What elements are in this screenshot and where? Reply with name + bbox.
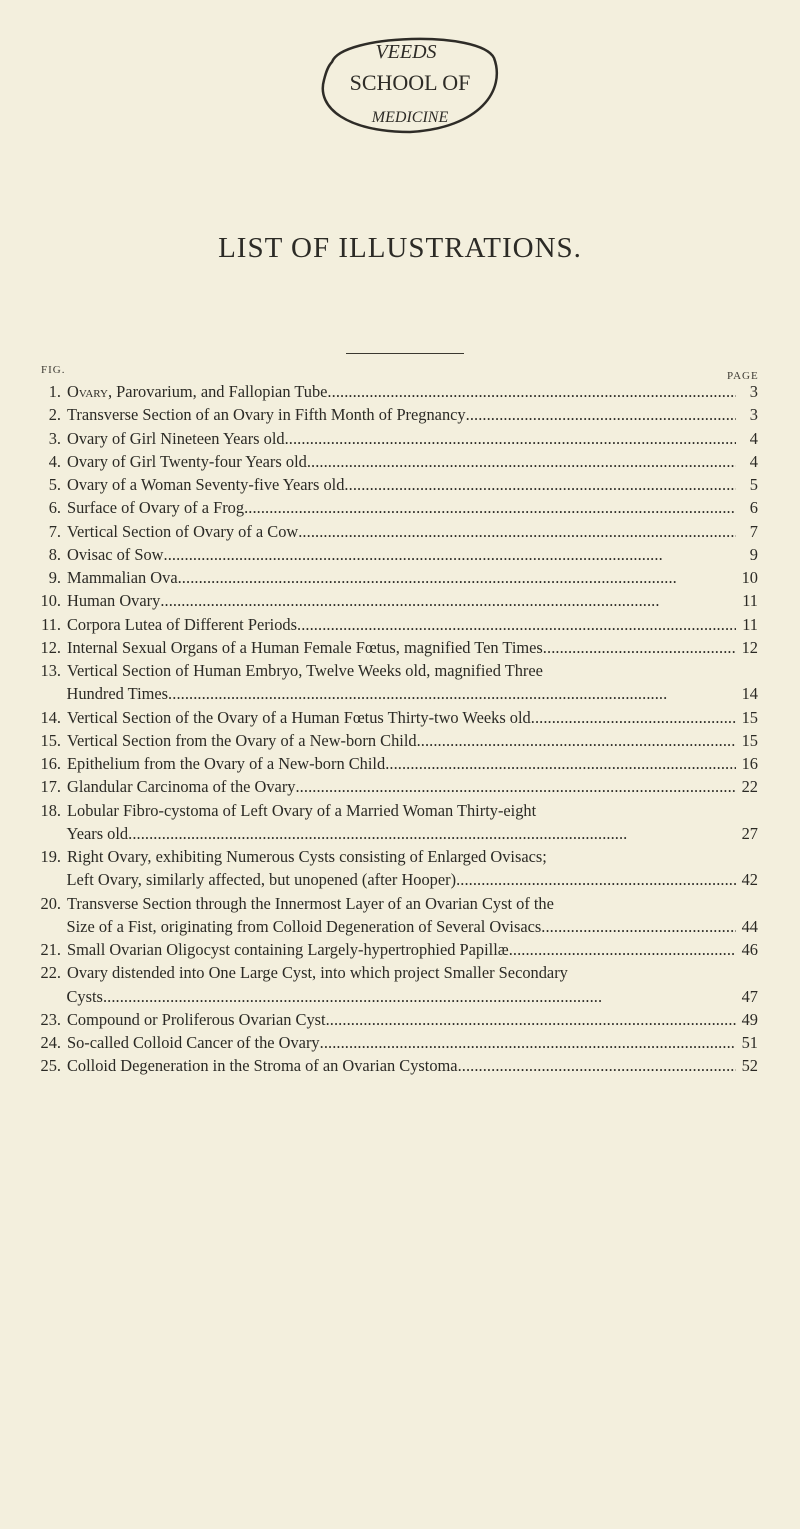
dot-leader <box>531 706 736 729</box>
illustration-caption: Right Ovary, exhibiting Numerous Cysts consisting of Enlarged Ovisacs; <box>67 847 547 866</box>
list-item <box>40 473 758 496</box>
figure-number: 9. <box>48 568 61 587</box>
illustration-caption: Lobular Fibro-cystoma of Left Ovary of a Married Woman Thirty-eight <box>67 800 537 820</box>
dot-leader <box>456 868 736 891</box>
page-number: 14 <box>741 684 758 704</box>
figure-number: 23. <box>40 1009 61 1029</box>
illustration-caption: Colloid Degeneration in the Stroma of an Ovarian Cystoma <box>67 1056 458 1076</box>
dot-leader <box>509 938 736 961</box>
list-item <box>40 613 758 636</box>
dot-leader <box>326 1008 736 1031</box>
stamp-top-text: VEEDS <box>375 41 437 63</box>
illustration-caption: Parovarium, and Fallopian Tube <box>112 382 328 401</box>
dot-leader <box>103 985 736 1008</box>
stamp-bottom-text: MEDICINE <box>371 109 449 126</box>
dot-leader <box>128 822 736 845</box>
page-number: 46 <box>741 940 758 959</box>
illustration-caption: Vertical Section from the Ovary of a New-born Child <box>67 730 417 750</box>
figure-number: 3. <box>48 428 61 448</box>
dot-leader <box>160 589 736 612</box>
dot-leader <box>417 729 736 752</box>
figure-number: 21. <box>40 940 61 959</box>
page-number: 51 <box>741 1033 758 1052</box>
illustration-caption: Surface of Ovary of a Frog <box>67 498 245 518</box>
dot-leader <box>320 1031 736 1054</box>
list-item <box>40 403 758 426</box>
page-number: 9 <box>749 544 758 564</box>
illustration-caption: Ovisac of Sow <box>67 544 164 564</box>
list-item <box>40 380 758 403</box>
list-item <box>40 566 758 589</box>
page-number: 5 <box>749 475 758 494</box>
figure-number: 12. <box>40 637 61 657</box>
figure-number: 2. <box>48 405 61 425</box>
figure-number: 7. <box>48 521 61 541</box>
figure-number: 4. <box>48 451 61 471</box>
page-number: 11 <box>742 591 758 611</box>
figure-number: 18. <box>40 800 61 820</box>
list-item <box>40 1031 758 1054</box>
illustration-caption: Small Ovarian Oligocyst containing Largely-hypertrophied Papillæ <box>67 940 509 959</box>
figure-number: 19. <box>40 847 61 866</box>
list-item <box>40 496 758 519</box>
dot-leader <box>385 752 736 775</box>
figure-number: 16. <box>40 754 61 773</box>
list-item <box>40 892 758 939</box>
page-number: 6 <box>749 498 758 518</box>
figure-number: 22. <box>40 963 61 983</box>
dot-leader <box>244 496 736 519</box>
list-item <box>40 450 758 473</box>
illustrations-list <box>40 380 758 1078</box>
figure-number: 25. <box>40 1056 61 1076</box>
dot-leader <box>307 450 736 473</box>
page-column-header: PAGE <box>727 370 759 382</box>
list-item <box>40 543 758 566</box>
page-number: 22 <box>741 777 758 797</box>
illustration-caption: Ovary of a Woman Seventy-five Years old <box>67 475 345 494</box>
dot-leader <box>458 1054 736 1077</box>
list-item <box>40 938 758 961</box>
page-number: 27 <box>741 823 758 843</box>
page-number: 3 <box>749 382 758 401</box>
illustration-caption: Epithelium from the Ovary of a New-born Child <box>67 754 386 773</box>
page-number: 16 <box>741 754 758 773</box>
library-stamp <box>310 28 510 136</box>
illustration-caption: Vertical Section of the Ovary of a Human Fœtus Thirty-two Weeks old <box>67 707 531 727</box>
dot-leader <box>168 682 736 705</box>
list-item <box>40 845 758 892</box>
dot-leader <box>327 380 736 403</box>
page-number: 44 <box>741 916 758 936</box>
illustration-caption: Left Ovary, similarly affected, but unopened (after Hooper) <box>66 870 457 890</box>
illustration-caption: Ovary of Girl Nineteen Years old <box>67 428 285 448</box>
dot-leader <box>297 613 736 636</box>
figure-number: 14. <box>40 707 61 727</box>
illustration-caption: Transverse Section through the Innermost Layer of an Ovarian Cyst of the <box>67 893 554 913</box>
list-item <box>40 636 758 659</box>
page-number: 12 <box>741 637 758 657</box>
figure-number: 8. <box>48 544 61 564</box>
illustration-caption: Hundred Times <box>66 684 169 704</box>
dot-leader <box>466 403 736 426</box>
illustration-caption: Cysts <box>66 986 103 1006</box>
page-number: 42 <box>741 870 758 890</box>
illustration-caption: Mammalian Ova <box>67 568 178 587</box>
page-number: 7 <box>749 521 758 541</box>
page-number: 4 <box>749 428 758 448</box>
fig-column-header: FIG. <box>41 364 66 376</box>
illustration-caption: Human Ovary <box>67 591 161 611</box>
dot-leader <box>344 473 736 496</box>
page-number: 49 <box>741 1009 758 1029</box>
figure-number: 5. <box>48 475 61 494</box>
illustration-caption: Vertical Section of Ovary of a Cow <box>67 521 299 541</box>
illustration-caption: Transverse Section of an Ovary in Fifth Month of Pregnancy <box>67 405 466 425</box>
page-title: LIST OF ILLUSTRATIONS. <box>218 232 582 264</box>
dot-leader <box>295 775 736 798</box>
list-item <box>40 752 758 775</box>
figure-number: 11. <box>41 614 61 634</box>
illustration-caption-lead: Ovary, <box>67 382 113 401</box>
list-item <box>40 961 758 1008</box>
figure-number: 1. <box>48 382 61 401</box>
stamp-middle-text: SCHOOL OF <box>349 70 471 95</box>
list-item <box>40 706 758 729</box>
dot-leader <box>164 543 736 566</box>
list-item <box>40 589 758 612</box>
list-item <box>40 659 758 706</box>
illustration-caption: Years old <box>66 823 129 843</box>
page-number: 52 <box>741 1056 758 1076</box>
dot-leader <box>541 915 736 938</box>
dot-leader <box>298 520 736 543</box>
illustration-caption: So-called Colloid Cancer of the Ovary <box>67 1033 320 1052</box>
dot-leader <box>178 566 736 589</box>
list-item <box>40 520 758 543</box>
dot-leader <box>285 427 736 450</box>
figure-number: 20. <box>40 893 61 913</box>
list-item <box>40 775 758 798</box>
list-item <box>40 1054 758 1077</box>
figure-number: 6. <box>48 498 61 518</box>
title-rule <box>346 353 464 354</box>
page-number: 47 <box>741 986 758 1006</box>
page-number: 15 <box>741 707 758 727</box>
figure-number: 15. <box>40 730 61 750</box>
page-number: 10 <box>741 568 758 587</box>
illustration-caption: Vertical Section of Human Embryo, Twelve Weeks old, magnified Three <box>67 661 543 680</box>
illustration-caption: Size of a Fist, originating from Colloid Degeneration of Several Ovisacs <box>66 916 542 936</box>
page-number: 3 <box>749 405 758 425</box>
illustration-caption: Ovary of Girl Twenty-four Years old <box>67 451 307 471</box>
list-item <box>40 729 758 752</box>
list-item <box>40 427 758 450</box>
illustration-caption: Ovary distended into One Large Cyst, into which project Smaller Secondary <box>67 963 568 983</box>
page-number: 15 <box>741 730 758 750</box>
list-item <box>40 1008 758 1031</box>
dot-leader <box>543 636 736 659</box>
page-number: 4 <box>749 451 758 471</box>
illustration-caption: Glandular Carcinoma of the Ovary <box>67 777 296 797</box>
list-item <box>40 799 758 846</box>
page-number: 11 <box>742 614 758 634</box>
illustration-caption: Internal Sexual Organs of a Human Female Fœtus, magnified Ten Times <box>67 637 543 657</box>
figure-number: 10. <box>40 591 61 611</box>
illustration-caption: Corpora Lutea of Different Periods <box>67 614 298 634</box>
figure-number: 13. <box>40 661 61 680</box>
figure-number: 17. <box>40 777 61 797</box>
figure-number: 24. <box>40 1033 61 1052</box>
illustration-caption: Compound or Proliferous Ovarian Cyst <box>67 1009 326 1029</box>
